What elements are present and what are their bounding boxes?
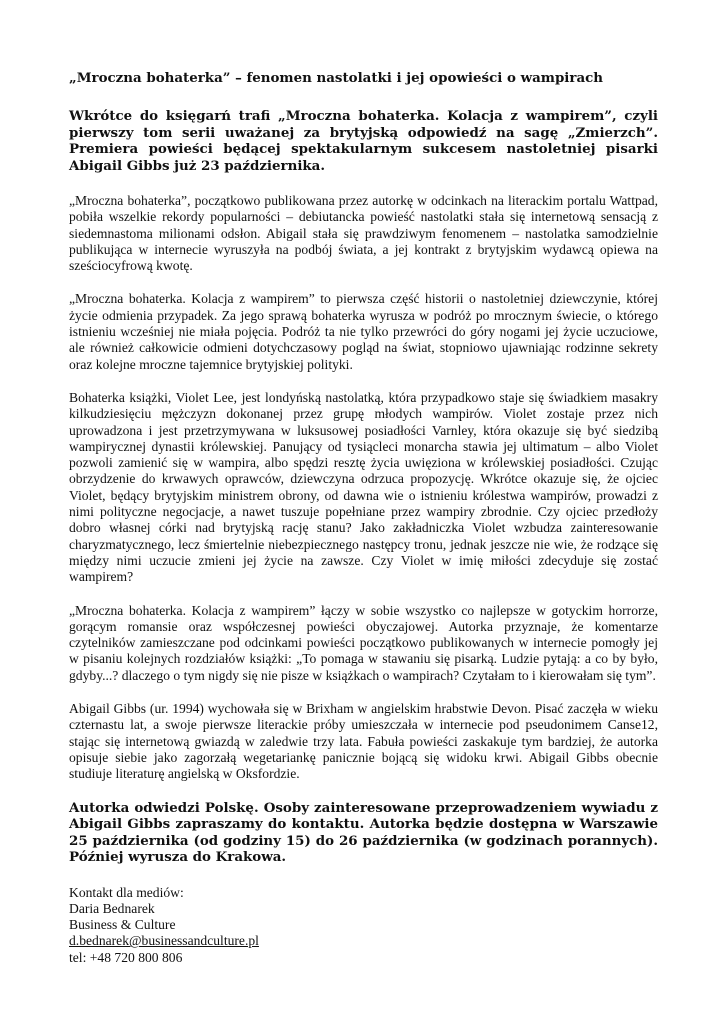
contact-heading: Kontakt dla mediów: <box>69 884 184 900</box>
closing-announcement: Autorka odwiedzi Polskę. Osoby zainteresowane przeprowadzeniem wywiadu z Abigail Gibbs zapraszamy do kontaktu. Autorka będzie dostępna w Warszawie 25 października (od godziny 15) do 26 października (w godzinach porannych). Później wyrusza do Krakowa. <box>69 799 658 865</box>
body-paragraph-2: „Mroczna bohaterka. Kolacja z wampirem” to pierwsza część historii o nastoletniej dziewczynie, której życie odmienia przypadek. Za jego sprawą bohaterka wyrusza w podróż po mrocznym świecie, o którego istnieniu wcześniej nie miała pojęcia. Podróż ta nie tylko przewróci do góry nogami jej życie uczuciowe, ale również całkowicie odmieni dotychczasowy pogląd na świat, stopniowo ujawniając rodzinne sekrety oraz kolejne mroczne tajemnice brytyjskiej polityki. <box>69 291 658 372</box>
contact-company: Business & Culture <box>69 917 176 933</box>
body-paragraph-4: „Mroczna bohaterka. Kolacja z wampirem” łączy w sobie wszystko co najlepsze w gotyckim horrorze, gorącym romansie oraz współczesnej powieści obyczajowej. Autorka przyznaje, że komentarze czytelników zamieszczane pod odcinkami powieści początkowo publikowanych w internecie pomogły jej w pisaniu kolejnych rozdziałów książki: „To pomaga w stawaniu się pisarką. Ludzie pytają: a co by było, gdyby...? dlaczego o tym nigdy się nie pisze w książkach o wampirach? Czytałam to i kierowałam się tym”. <box>69 602 658 683</box>
body-paragraph-3: Bohaterka książki, Violet Lee, jest londyńską nastolatką, która przypadkowo staje się świadkiem masakry kilkudziesięciu mężczyzn dokonanej przez grupę młodych wampirów. Violet zostaje przez nich uprowadzona i jest przetrzymywana w luksusowej posiadłości Varnley, która okazuje się być siedzibą wampirycznej dynastii królewskiej. Panujący od tysiącleci monarcha stawia jej ultimatum – albo Violet pozwoli zamienić się w wampira, albo spędzi resztę życia uwięziona w królewskiej posiadłości. Czując obrzydzenie do krwawych oprawców, dziewczyna odrzuca propozycję. Wkrótce okazuje się, że ojciec Violet, będący brytyjskim ministrem obrony, od dawna wie o istnieniu królestwa wampirów, prowadzi z nimi polityczne negocjacje, a nawet tuszuje popełniane przez wampiry zbrodnie. Czy ojciec przedłoży dobro własnej córki nad brytyjską rację stanu? Jako zakładniczka Violet wzbudza zainteresowanie charyzmatycznego, lecz śmiertelnie niebezpiecznego następcy tronu, jednak jeszcze nie wie, że rodzące się między nimi uczucie zmieni jej życie na zawsze. Czy Violet w imię miłości zdecyduje się zostać wampirem? <box>69 389 658 585</box>
body-paragraph-5: Abigail Gibbs (ur. 1994) wychowała się w Brixham w angielskim hrabstwie Devon. Pisać zaczęła w wieku czternastu lat, a swoje pierwsze literackie próby umieszczała w internecie pod pseudonimem Canse12, stając się internetową gwiazdą w zaledwie trzy lata. Fabuła powieści zaskakuje tym bardziej, że autorka opisuje siebie jako zagorzałą wegetariankę panicznie bojącą się widoku krwi. Abigail Gibbs obecnie studiuje literaturę angielską w Oksfordzie. <box>69 701 658 782</box>
media-contact-block <box>69 885 658 966</box>
lead-paragraph: Wkrótce do księgarń trafi „Mroczna bohaterka. Kolacja z wampirem”, czyli pierwszy tom serii uważanej za brytyjską odpowiedź na sagę „Zmierzch”. Premiera powieści będącej spektakularnym sukcesem nastoletniej pisarki Abigail Gibbs już 23 października. <box>69 108 658 174</box>
body-paragraph-1: „Mroczna bohaterka”, początkowo publikowana przez autorkę w odcinkach na literackim portalu Wattpad, pobiła wszelkie rekordy popularności – debiutancka powieść nastolatki stała się internetową sensacją z siedemnastoma milionami odsłon. Abigail stała się prawdziwym fenomenem – nastolatka samodzielnie publikująca w internecie wyruszyła na podbój świata, a jej kontrakt z brytyjskim wydawcą opiewa na sześciocyfrową kwotę. <box>69 193 658 274</box>
document-title: „Mroczna bohaterka” – fenomen nastolatki i jej opowieści o wampirach <box>69 70 604 86</box>
contact-phone: tel: +48 720 800 806 <box>69 949 183 965</box>
contact-email-link[interactable]: d.bednarek@businessandculture.pl <box>69 933 259 949</box>
contact-name: Daria Bednarek <box>69 900 155 916</box>
